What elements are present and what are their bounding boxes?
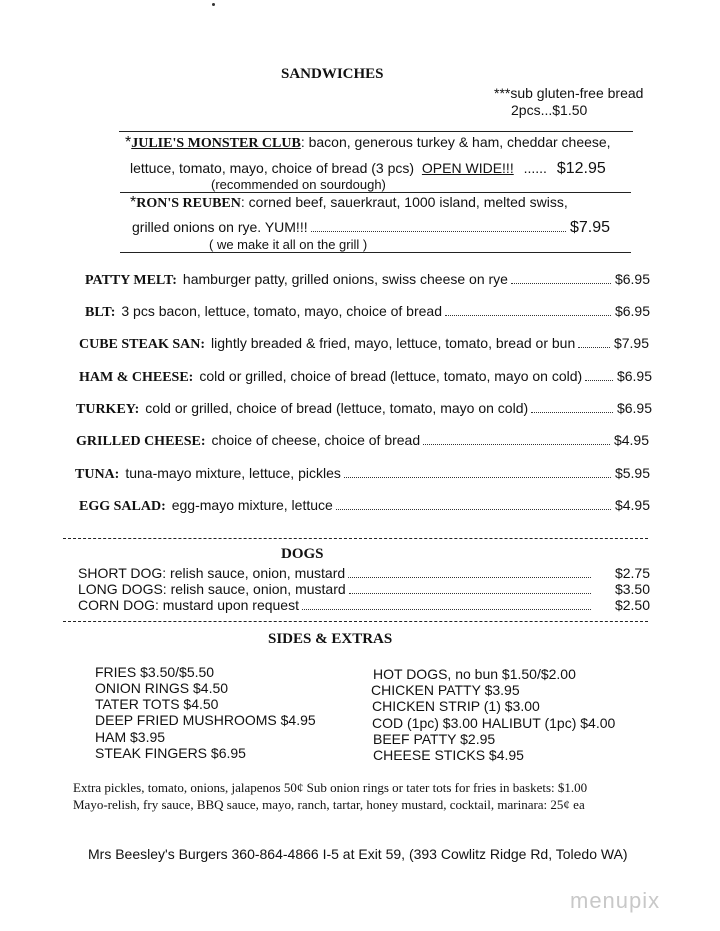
item-price: $6.95 bbox=[614, 271, 650, 287]
featured-rons-line2 bbox=[132, 219, 610, 237]
sandwiches-title: SANDWICHES bbox=[281, 66, 384, 82]
dot-leader bbox=[585, 379, 613, 381]
side-item: COD (1pc) $3.00 HALIBUT (1pc) $4.00 bbox=[372, 715, 616, 731]
featured-note: ( we make it all on the grill ) bbox=[209, 237, 368, 252]
dot-leader bbox=[445, 314, 611, 316]
dog-item bbox=[78, 597, 650, 613]
extras-note: Extra pickles, tomato, onions, jalapenos 50¢ Sub onion rings or tater tots for fries in baskets: $1.00 bbox=[73, 780, 588, 795]
item-name: GRILLED CHEESE: bbox=[76, 434, 206, 449]
featured-name: JULIE'S MONSTER CLUB bbox=[131, 136, 301, 151]
item-name: PATTY MELT: bbox=[85, 273, 177, 288]
menu-item bbox=[79, 368, 652, 386]
item-price: $4.95 bbox=[614, 497, 650, 513]
item-name: EGG SALAD: bbox=[79, 499, 166, 514]
side-item: ONION RINGS $4.50 bbox=[95, 680, 229, 696]
featured-price: $12.95 bbox=[556, 160, 606, 177]
item-desc: tuna-mayo mixture, lettuce, pickles bbox=[125, 465, 341, 481]
featured-dots: ...... bbox=[523, 160, 547, 176]
item-desc: LONG DOGS: relish sauce, onion, mustard bbox=[78, 581, 346, 597]
menu-item bbox=[75, 465, 650, 483]
item-name: CUBE STEAK SAN: bbox=[79, 337, 206, 352]
item-price: $7.95 bbox=[613, 335, 649, 351]
scan-speck bbox=[212, 3, 215, 6]
divider bbox=[119, 131, 633, 132]
item-price: $5.95 bbox=[614, 465, 650, 481]
side-item: TATER TOTS $4.50 bbox=[95, 696, 219, 712]
dot-leader bbox=[302, 608, 591, 610]
divider bbox=[120, 192, 631, 193]
item-name: HAM & CHEESE: bbox=[79, 370, 194, 385]
side-item: CHICKEN PATTY $3.95 bbox=[371, 682, 520, 698]
featured-price: $7.95 bbox=[569, 219, 610, 236]
sides-title: SIDES & EXTRAS bbox=[268, 631, 393, 647]
featured-note: (recommended on sourdough) bbox=[211, 177, 386, 192]
side-item: DEEP FRIED MUSHROOMS $4.95 bbox=[95, 712, 316, 728]
item-price: $3.50 bbox=[614, 581, 650, 597]
featured-star: * bbox=[125, 134, 132, 151]
dog-item bbox=[78, 565, 650, 581]
divider bbox=[63, 538, 648, 539]
side-item: BEEF PATTY $2.95 bbox=[373, 731, 496, 747]
dot-leader bbox=[423, 443, 610, 445]
item-desc: 3 pcs bacon, lettuce, tomato, mayo, choice of bread bbox=[121, 303, 442, 319]
item-desc: egg-mayo mixture, lettuce bbox=[171, 497, 333, 513]
item-price: $6.95 bbox=[616, 368, 652, 384]
side-item: CHEESE STICKS $4.95 bbox=[373, 747, 524, 763]
item-desc: cold or grilled, choice of bread (lettuce, tomato, mayo on cold) bbox=[145, 400, 529, 416]
footer-contact: Mrs Beesley's Burgers 360-864-4866 I-5 at Exit 59, (393 Cowlitz Ridge Rd, Toledo WA) bbox=[88, 846, 628, 862]
featured-highlight: OPEN WIDE!!! bbox=[421, 160, 514, 176]
extras-note: Mayo-relish, fry sauce, BBQ sauce, mayo, ranch, tartar, honey mustard, cocktail, marinara: 25¢ ea bbox=[73, 797, 585, 812]
featured-desc: grilled onions on rye. YUM!!! bbox=[132, 219, 308, 235]
featured-rons-line1 bbox=[130, 194, 568, 212]
featured-julies-line1 bbox=[125, 134, 611, 152]
item-desc: cold or grilled, choice of bread (lettuce, tomato, mayo on cold) bbox=[199, 368, 583, 384]
watermark-logo: menupix bbox=[570, 888, 661, 913]
featured-name: RON'S REUBEN bbox=[136, 196, 241, 211]
menu-item bbox=[85, 303, 650, 321]
dot-leader bbox=[349, 592, 591, 594]
item-price: $2.50 bbox=[614, 597, 650, 613]
featured-julies-line2 bbox=[130, 160, 606, 178]
menu-item bbox=[76, 432, 649, 450]
item-name: TURKEY: bbox=[76, 402, 140, 417]
dot-leader bbox=[578, 346, 610, 348]
featured-desc: : corned beef, sauerkraut, 1000 island, melted swiss, bbox=[240, 194, 568, 210]
dot-leader bbox=[336, 508, 611, 510]
menu-item bbox=[85, 271, 650, 289]
gluten-free-note: ***sub gluten-free bread bbox=[494, 85, 644, 101]
side-item: CHICKEN STRIP (1) $3.00 bbox=[372, 698, 540, 714]
dot-leader bbox=[348, 576, 591, 578]
item-desc: hamburger patty, grilled onions, swiss cheese on rye bbox=[182, 271, 508, 287]
divider bbox=[120, 252, 631, 253]
dog-item bbox=[78, 581, 650, 597]
item-price: $4.95 bbox=[613, 432, 649, 448]
menu-item bbox=[79, 335, 649, 353]
side-item: STEAK FINGERS $6.95 bbox=[95, 745, 246, 761]
menu-item bbox=[79, 497, 650, 515]
featured-star: * bbox=[130, 194, 137, 211]
dogs-title: DOGS bbox=[281, 546, 324, 562]
item-price: $2.75 bbox=[614, 565, 650, 581]
item-name: BLT: bbox=[85, 305, 116, 320]
featured-desc: lettuce, tomato, mayo, choice of bread (3 pcs) bbox=[130, 160, 415, 176]
dot-leader bbox=[311, 230, 566, 232]
side-item: HAM $3.95 bbox=[95, 729, 166, 745]
side-item: HOT DOGS, no bun $1.50/$2.00 bbox=[373, 666, 576, 682]
item-desc: lightly breaded & fried, mayo, lettuce, tomato, bread or bun bbox=[211, 335, 576, 351]
featured-desc: : bacon, generous turkey & ham, cheddar cheese, bbox=[300, 134, 611, 150]
item-desc: CORN DOG: mustard upon request bbox=[78, 597, 299, 613]
item-price: $6.95 bbox=[614, 303, 650, 319]
gluten-free-price: 2pcs...$1.50 bbox=[511, 102, 588, 118]
side-item: FRIES $3.50/$5.50 bbox=[95, 664, 215, 680]
item-desc: SHORT DOG: relish sauce, onion, mustard bbox=[78, 565, 346, 581]
item-desc: choice of cheese, choice of bread bbox=[211, 432, 421, 448]
item-name: TUNA: bbox=[75, 467, 120, 482]
divider bbox=[63, 621, 648, 622]
dot-leader bbox=[531, 411, 613, 413]
dot-leader bbox=[344, 476, 611, 478]
menu-item bbox=[76, 400, 652, 418]
dot-leader bbox=[511, 282, 611, 284]
item-price: $6.95 bbox=[616, 400, 652, 416]
